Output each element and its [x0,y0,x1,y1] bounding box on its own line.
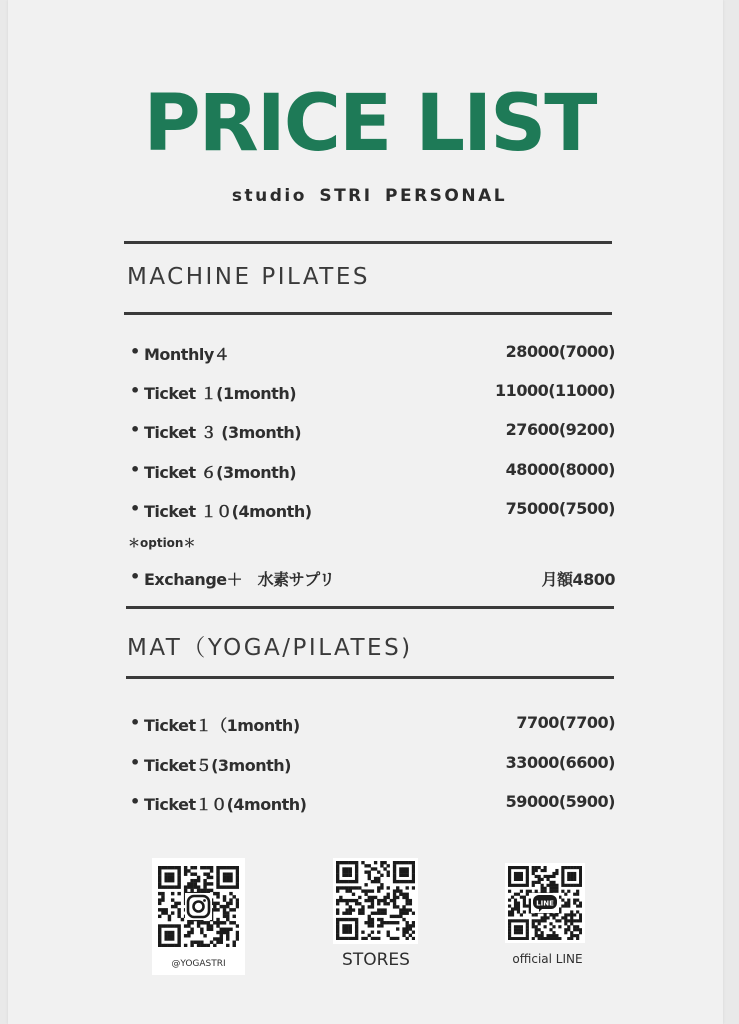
stores-qr-code [336,861,415,940]
bullet: • [130,753,140,772]
plan-price: 11000(11000) [495,381,615,400]
bullet: • [130,567,140,586]
divider [126,606,614,609]
plan-price: 59000(5900) [505,792,615,811]
price-row [130,790,615,816]
bullet: • [130,381,140,400]
price-row [130,711,615,737]
qr-caption-instagram: @YOGASTRI [171,959,226,969]
line-qr-code [508,866,582,940]
plan-price: 28000(7000) [505,342,615,361]
plan-label: Ticket５(3month) [144,756,291,775]
divider [124,241,612,244]
price-row [130,458,615,484]
option-note: ＊option＊ [128,536,196,550]
price-row [130,497,615,523]
qr-caption-line: official LINE [512,952,583,966]
plan-label: Ticket １(1month) [144,384,297,403]
section-heading-mat: MAT（YOGA/PILATES) [127,635,413,661]
plan-label: Ticket１０(4month) [144,795,307,814]
option-label: Exchange＋ 水素サプリ [144,570,335,589]
plan-label: Ticket ３ (3month) [144,423,302,442]
plan-price: 33000(6600) [505,753,615,772]
plan-price: 48000(8000) [505,460,615,479]
plan-price: 7700(7700) [516,713,615,732]
bullet: • [130,420,140,439]
price-row [130,751,615,777]
instagram-qr-code [158,866,239,947]
plan-label: Monthly４ [144,345,230,364]
option-price: 月額4800 [541,570,615,589]
line-logo-text: LINE [536,899,554,908]
bullet: • [130,342,140,361]
plan-price: 75000(7500) [505,499,615,518]
plan-label: Ticket ６(3month) [144,463,297,482]
price-row [130,340,615,366]
bullet: • [130,792,140,811]
instagram-qr-card[interactable] [152,858,245,975]
page-title: PRICE LIST [143,79,596,169]
plan-price: 27600(9200) [505,420,615,439]
qr-caption-stores: STORES [342,950,410,970]
stores-qr-card[interactable] [333,858,418,944]
line-qr-card[interactable] [505,863,585,943]
bullet: • [130,499,140,518]
price-row [130,379,615,405]
divider [126,676,614,679]
plan-label: Ticket １０(4month) [144,502,312,521]
bullet: • [130,460,140,479]
studio-subtitle: studio STRI PERSONAL [231,186,508,206]
price-row [130,418,615,444]
section-heading-machine-pilates: MACHINE PILATES [127,264,370,290]
bullet: • [130,713,140,732]
plan-label: Ticket１（1month) [144,716,300,735]
option-row [130,565,615,591]
divider [124,312,612,315]
